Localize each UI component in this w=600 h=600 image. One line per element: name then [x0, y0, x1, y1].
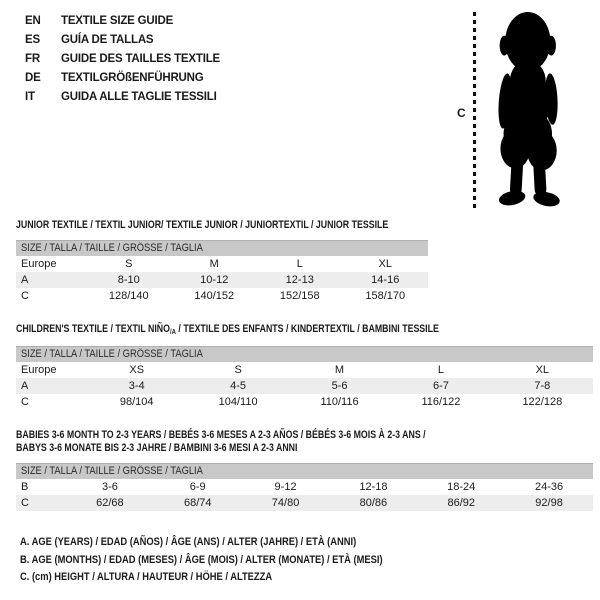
- size-header-bar: [16, 346, 593, 362]
- age-cell: 12-13: [285, 274, 314, 286]
- size-header-text: SIZE / TALLA / TAILLE / GRÖSSE / TAGLIA: [21, 348, 203, 360]
- age-cell: 8-10: [117, 274, 140, 286]
- height-cell: 68/74: [183, 497, 212, 509]
- section-title-text: JUNIOR TEXTILE / TEXTIL JUNIOR/ TEXTILE JUNIOR / JUNIORTEXTIL / JUNIOR TESSILE: [16, 219, 389, 231]
- height-cell: 74/80: [271, 497, 300, 509]
- height-cell: 86/92: [447, 497, 475, 509]
- header: [0, 0, 600, 215]
- age-cell: 7-8: [534, 380, 551, 392]
- table-row: [16, 288, 428, 304]
- section-title-line2: [16, 442, 600, 455]
- footnotes: [20, 534, 600, 587]
- age-cell: 3-4: [128, 380, 145, 392]
- height-cell: 110/116: [320, 396, 359, 408]
- height-cell: 80/86: [359, 497, 388, 509]
- size-cell: XS: [129, 364, 145, 376]
- height-label-c: C: [457, 106, 466, 120]
- language-list: [25, 12, 220, 107]
- size-header-text: SIZE / TALLA / TAILLE / GRÖSSE / TAGLIA: [21, 465, 203, 477]
- size-header-bar: [16, 240, 428, 256]
- language-row: [25, 31, 220, 50]
- height-cell: 104/110: [218, 396, 258, 408]
- age-cell: 18-24: [447, 481, 476, 493]
- section-title: [16, 429, 600, 442]
- row-label: Europe: [21, 258, 57, 270]
- footnote-height-cm: [20, 569, 600, 587]
- table-row: [16, 378, 593, 394]
- height-cell: 122/128: [522, 396, 563, 408]
- size-cell: L: [437, 364, 444, 376]
- footnote-text: C. (cm) HEIGHT / ALTURA / HAUTEUR / HÖHE / ALTEZZA: [20, 571, 273, 583]
- language-code: FR: [25, 53, 40, 65]
- footnote-text: B. AGE (MONTHS) / EDAD (MESES) / ÂGE (MOIS) / ALTER (MONATE) / ETÀ (MESI): [20, 553, 383, 566]
- table-row: [16, 256, 428, 272]
- size-cell: L: [296, 258, 303, 270]
- section-title-text: CHILDREN'S TEXTILE / TEXTIL $NIÑO_{/A}$ / TEXTILE DES ENFANTS / KINDERTEXTIL / BAMBINI TESSILE: [16, 323, 439, 336]
- row-label: C: [21, 497, 29, 509]
- age-cell: 9-12: [274, 481, 297, 493]
- table-row: [16, 495, 593, 511]
- section-title-text: BABYS 3-6 MONATE BIS 2-3 JAHRE / BAMBINI 3-6 MESI A 2-3 ANNI: [16, 442, 298, 454]
- row-label: A: [21, 274, 29, 286]
- table-row: [16, 272, 428, 288]
- table-row: [16, 394, 593, 410]
- language-row: [25, 12, 220, 31]
- language-row: [25, 88, 220, 107]
- language-title: GUIDE DES TAILLES TEXTILE: [61, 53, 220, 65]
- section-title: [16, 323, 600, 338]
- language-title: GUÍA DE TALLAS: [61, 34, 154, 46]
- size-cell: M: [209, 258, 219, 270]
- age-cell: 24-36: [534, 481, 564, 493]
- language-row: [25, 50, 220, 69]
- row-label: B: [21, 481, 29, 493]
- age-cell: 14-16: [371, 274, 400, 286]
- baby-silhouette-icon: [484, 10, 570, 208]
- footnote-age-years: [20, 534, 600, 552]
- height-figure: [455, 8, 597, 212]
- row-label: A: [21, 380, 29, 392]
- subscript-text: /A: [169, 327, 176, 336]
- section-junior: [16, 219, 600, 304]
- table-row: [16, 362, 593, 378]
- section-children: [16, 323, 600, 410]
- size-cell: XL: [535, 364, 550, 376]
- section-title-text: BABIES 3-6 MONTH TO 2-3 YEARS / BEBÉS 3-6 MESES A 2-3 AÑOS / BÉBÉS 3-6 MOIS À 2-3 ANS /: [16, 429, 426, 441]
- age-cell: 3-6: [101, 481, 118, 493]
- age-cell: 6-7: [432, 380, 449, 392]
- language-code: ES: [25, 34, 40, 46]
- size-cell: S: [234, 364, 242, 376]
- height-cell: 128/140: [108, 290, 149, 302]
- size-cell: M: [334, 364, 345, 376]
- height-cell: 92/98: [535, 497, 563, 509]
- footnote-text: A. AGE (YEARS) / EDAD (AÑOS) / ÂGE (ANS) / ALTER (JAHRE) / ETÀ (ANNI): [20, 536, 357, 548]
- age-cell: 12-18: [359, 481, 388, 493]
- language-code: IT: [25, 91, 35, 103]
- age-cell: 6-9: [189, 481, 206, 493]
- language-row: [25, 69, 220, 88]
- language-title: TEXTILGRÖßENFÜHRUNG: [61, 72, 204, 84]
- height-cell: 98/104: [119, 396, 154, 408]
- language-title: TEXTILE SIZE GUIDE: [61, 15, 174, 27]
- height-cell: 140/152: [194, 290, 235, 302]
- height-cell: 62/68: [96, 497, 124, 509]
- height-dashed-line: [473, 12, 476, 208]
- age-cell: 4-5: [230, 380, 247, 392]
- footnote-age-months: [20, 552, 600, 570]
- section-title: [16, 219, 600, 232]
- junior-size-table: [16, 240, 428, 304]
- age-cell: 10-12: [200, 274, 229, 286]
- size-cell: S: [125, 258, 133, 270]
- size-cell: XL: [378, 258, 392, 270]
- language-code: DE: [25, 72, 41, 84]
- language-code: EN: [25, 15, 41, 27]
- size-header-bar: [16, 463, 593, 479]
- row-label: C: [21, 290, 29, 302]
- age-cell: 5-6: [331, 380, 348, 392]
- section-babies: [16, 429, 600, 511]
- language-title: GUIDA ALLE TAGLIE TESSILI: [61, 91, 217, 103]
- babies-size-table: [16, 463, 593, 511]
- height-cell: 158/170: [365, 290, 406, 302]
- table-row: [16, 479, 593, 495]
- height-cell: 116/122: [421, 396, 461, 408]
- row-label: C: [21, 396, 29, 408]
- row-label: Europe: [21, 364, 57, 376]
- children-size-table: [16, 346, 593, 410]
- size-header-text: SIZE / TALLA / TAILLE / GRÖSSE / TAGLIA: [21, 242, 203, 254]
- height-cell: 152/158: [279, 290, 320, 302]
